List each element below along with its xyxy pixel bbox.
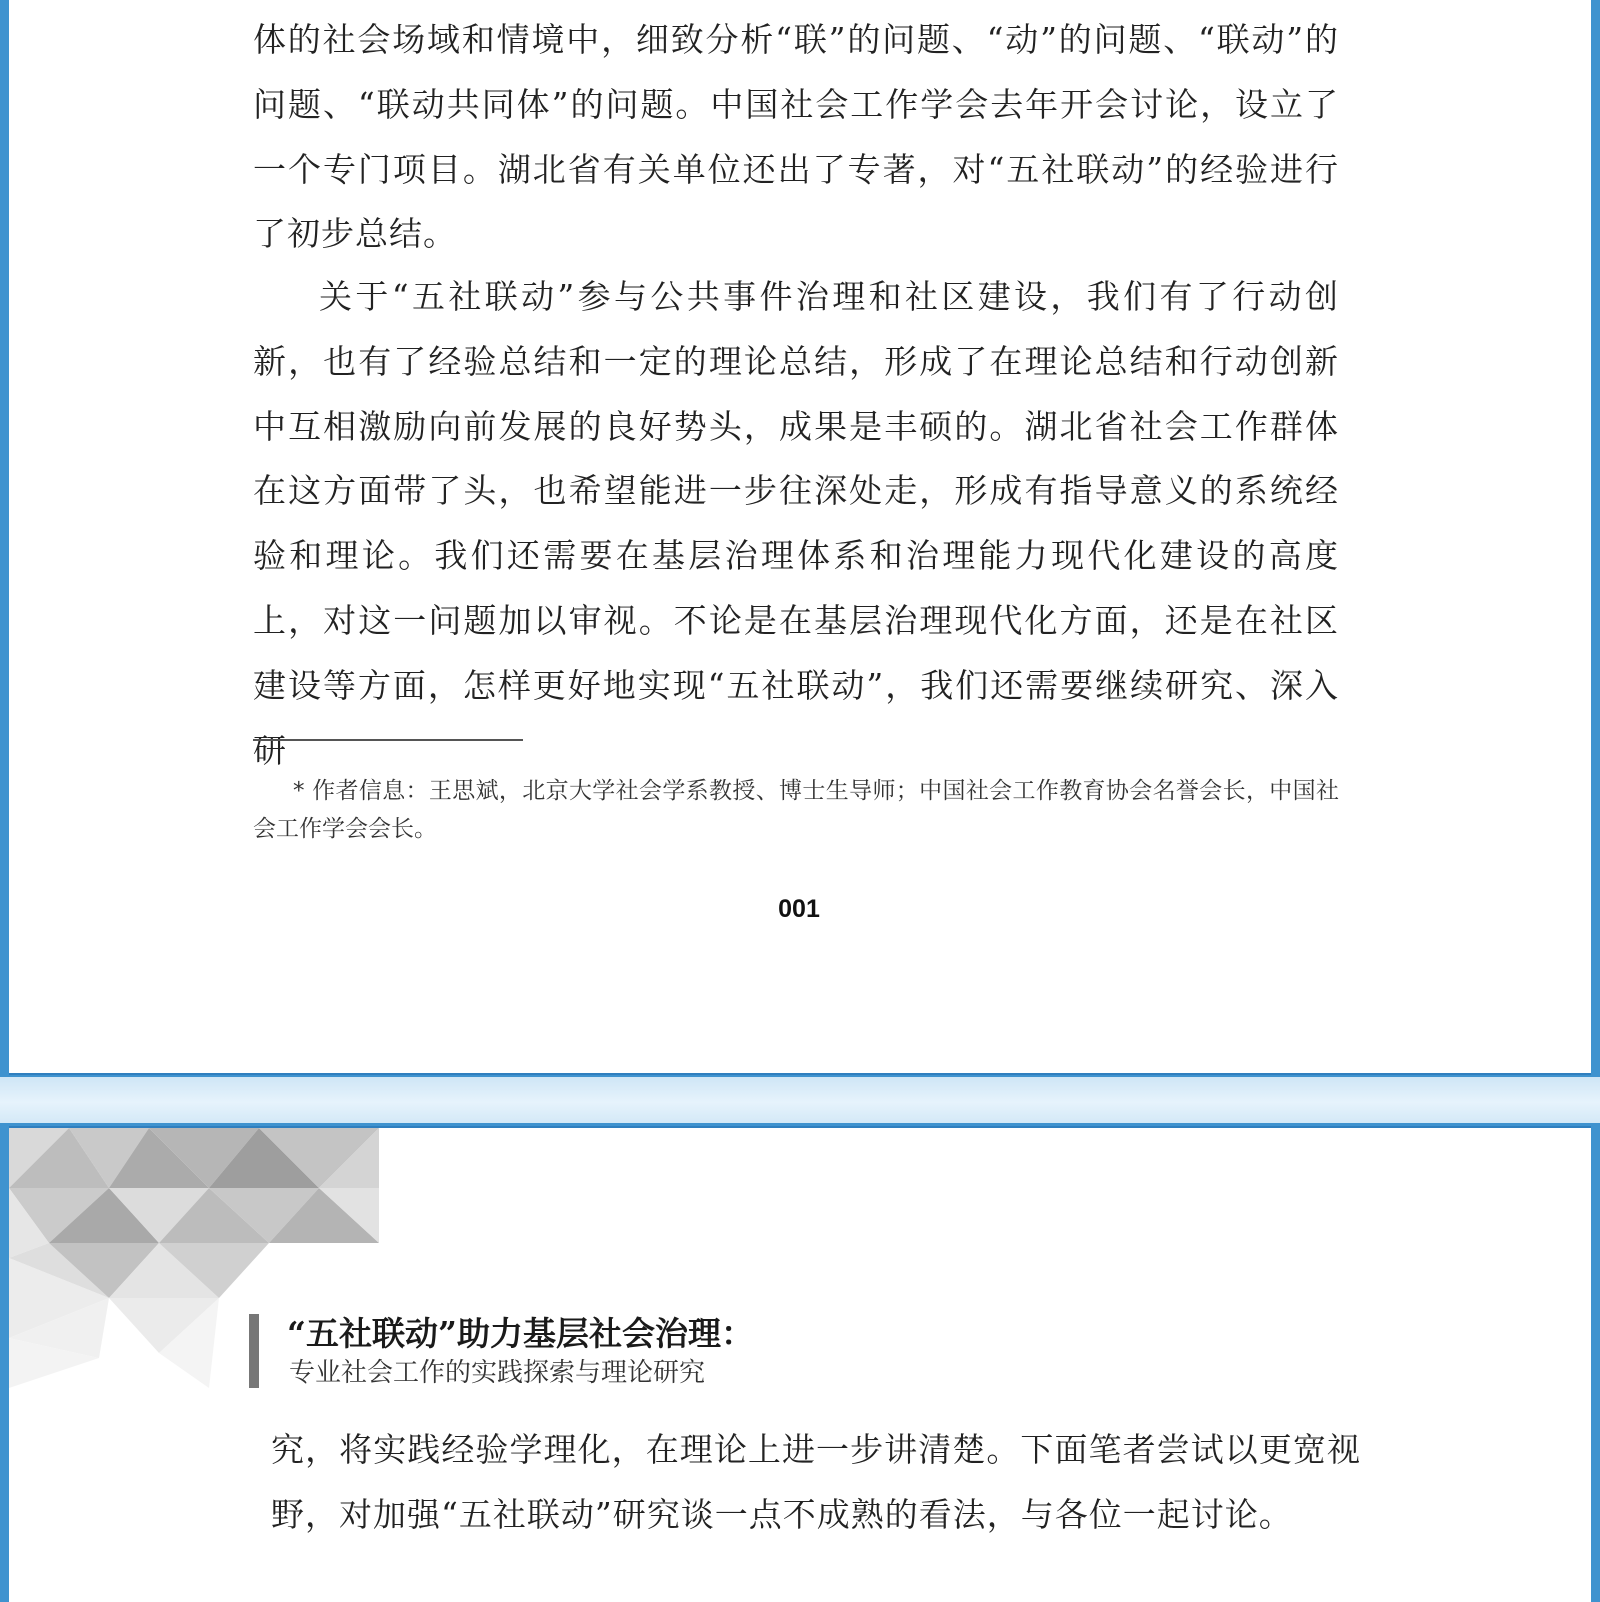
book-page-bottom (9, 1126, 1591, 1602)
running-header-title: “五社联动”助力基层社会治理： (287, 1314, 754, 1353)
page-number: 001 (778, 895, 820, 923)
running-header-subtitle: 专业社会工作的实践探索与理论研究 (289, 1358, 706, 1388)
footnote: * 作者信息：王思斌，北京大学社会学系教授、博士生导师；中国社会工作教育协会名誉会长，中国社会工作学会会长。 (253, 778, 1339, 842)
body-paragraph-3: 究，将实践经验学理化，在理论上进一步讲清楚。下面笔者尝试以更宽视野，对加强“五社联动”研究谈一点不成熟的看法，与各位一起讨论。 (271, 1430, 1361, 1534)
header-accent-bar (249, 1314, 259, 1388)
body-paragraph-1: 体的社会场域和情境中，细致分析“联”的问题、“动”的问题、“联动”的问题、“联动共同体”的问题。中国社会工作学会去年开会讨论，设立了一个专门项目。湖北省有关单位还出了专著，对“五社联动”的经验进行了初步总结。 (253, 20, 1339, 254)
footnote-divider (253, 739, 523, 741)
body-paragraph-2: 关于“五社联动”参与公共事件治理和社区建设，我们有了行动创新，也有了经验总结和一定的理论总结，形成了在理论总结和行动创新中互相激励向前发展的良好势头，成果是丰硕的。湖北省社会工作群体在这方面带了头，也希望能进一步往深处走，形成有指导意义的系统经验和理论。我们还需要在基层治理体系和治理能力现代化建设的高度上，对这一问题加以审视。不论是在基层治理现代化方面，还是在社区建设等方面，怎样更好地实现“五社联动”，我们还需要继续研究、深入研 (253, 277, 1339, 770)
page-gap (0, 1077, 1600, 1123)
book-page-top (9, 0, 1591, 1075)
